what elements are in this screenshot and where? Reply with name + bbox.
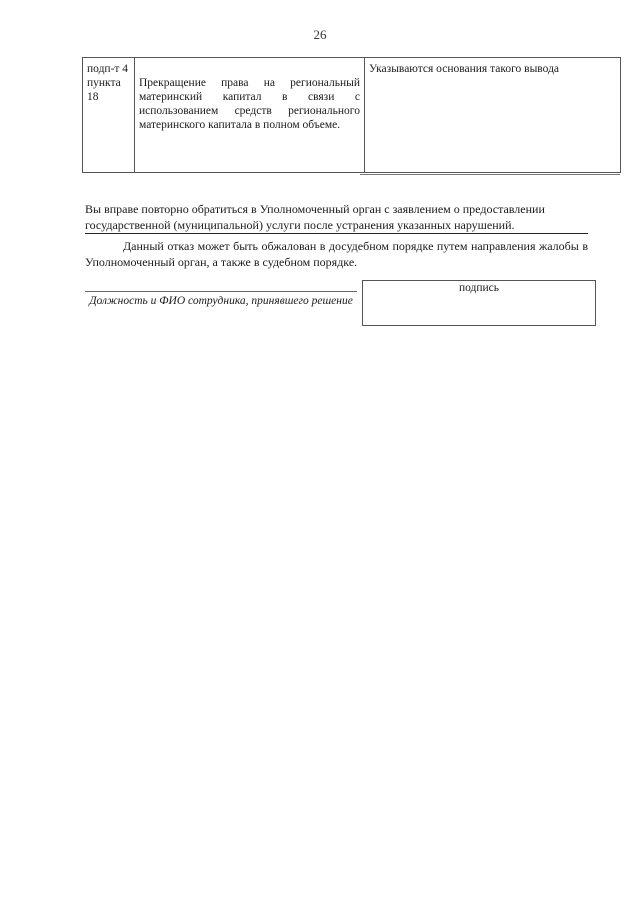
table-underline xyxy=(360,174,620,175)
signature-box xyxy=(362,280,596,326)
reapply-line-2: государственной (муниципальной) услуги после устранения указанных нарушений. xyxy=(85,217,588,234)
reapply-paragraph xyxy=(85,201,588,234)
table-row xyxy=(83,58,621,173)
explanation-cell xyxy=(365,58,621,173)
legal-reference: подп-т 4 пункта 18 xyxy=(87,63,129,103)
signature-label: подпись xyxy=(458,282,500,294)
official-signature-line xyxy=(85,291,357,292)
appeal-paragraph: Данный отказ может быть обжалован в досудебном порядке путем направления жалобы в Уполномоченный орган, а также в судебном порядке. xyxy=(85,239,588,269)
refusal-grounds-table xyxy=(82,57,621,173)
legal-reference-cell xyxy=(83,58,135,173)
refusal-reason: Прекращение права на региональный материнский капитал в связи с использованием средств регионального материнского капитала в полном объеме. xyxy=(139,77,360,131)
refusal-reason-cell xyxy=(135,58,365,173)
reapply-line-1: Вы вправе повторно обратиться в Уполномоченный орган с заявлением о предоставлении xyxy=(85,202,545,216)
explanation: Указываются основания такого вывода xyxy=(369,63,560,75)
page-number: 26 xyxy=(313,27,327,42)
official-caption: Должность и ФИО сотрудника, принявшего решение xyxy=(89,295,353,307)
